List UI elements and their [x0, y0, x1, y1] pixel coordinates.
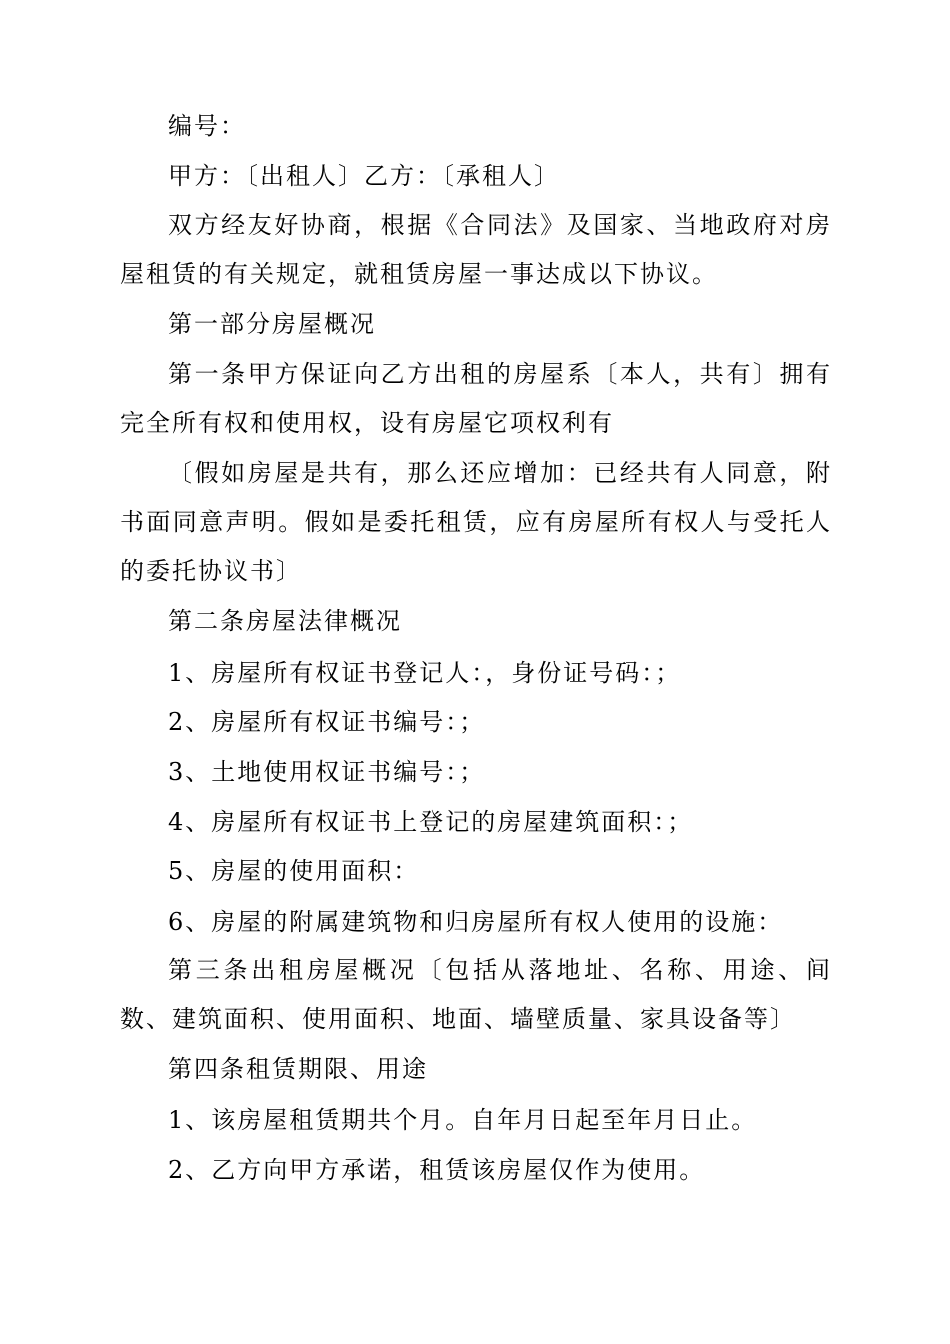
- co-ownership-note-paragraph: 〔假如房屋是共有，那么还应增加：已经共有人同意，附书面同意声明。假如是委托租赁，应有房屋所有权人与受托人的委托协议书〕: [120, 459, 832, 585]
- list-item: 4、房屋所有权证书上登记的房屋建筑面积：；: [168, 808, 694, 836]
- article-four-heading: 第四条租赁期限、用途: [168, 1055, 428, 1083]
- article-two-heading: 第二条房屋法律概况: [168, 607, 402, 635]
- section-heading-part-one: 第一部分房屋概况: [168, 310, 376, 338]
- list-item: 1、房屋所有权证书登记人：，身份证号码：；: [168, 659, 682, 687]
- list-item: 2、房屋所有权证书编号：；: [168, 708, 486, 736]
- list-item: 3、土地使用权证书编号：；: [168, 758, 486, 786]
- list-item: 1、该房屋租赁期共个月。自年月日起至年月日止。: [168, 1106, 758, 1134]
- article-three-paragraph: 第三条出租房屋概况〔包括从落地址、名称、用途、间数、建筑面积、使用面积、地面、墙壁质量、家具设备等〕: [120, 956, 832, 1033]
- contract-number-line: 编号：: [168, 112, 246, 140]
- list-item: 6、房屋的附属建筑物和归房屋所有权人使用的设施：: [168, 908, 784, 936]
- article-one-paragraph: 第一条甲方保证向乙方出租的房屋系〔本人，共有〕拥有完全所有权和使用权，设有房屋它项权利有: [120, 360, 832, 437]
- preamble-paragraph: 双方经友好协商，根据《合同法》及国家、当地政府对房屋租赁的有关规定，就租赁房屋一事达成以下协议。: [120, 211, 832, 288]
- list-item: 5、房屋的使用面积：: [168, 857, 420, 885]
- parties-line: 甲方：〔出租人〕乙方：〔承租人〕: [168, 162, 560, 190]
- list-item: 2、乙方向甲方承诺，租赁该房屋仅作为使用。: [168, 1156, 706, 1184]
